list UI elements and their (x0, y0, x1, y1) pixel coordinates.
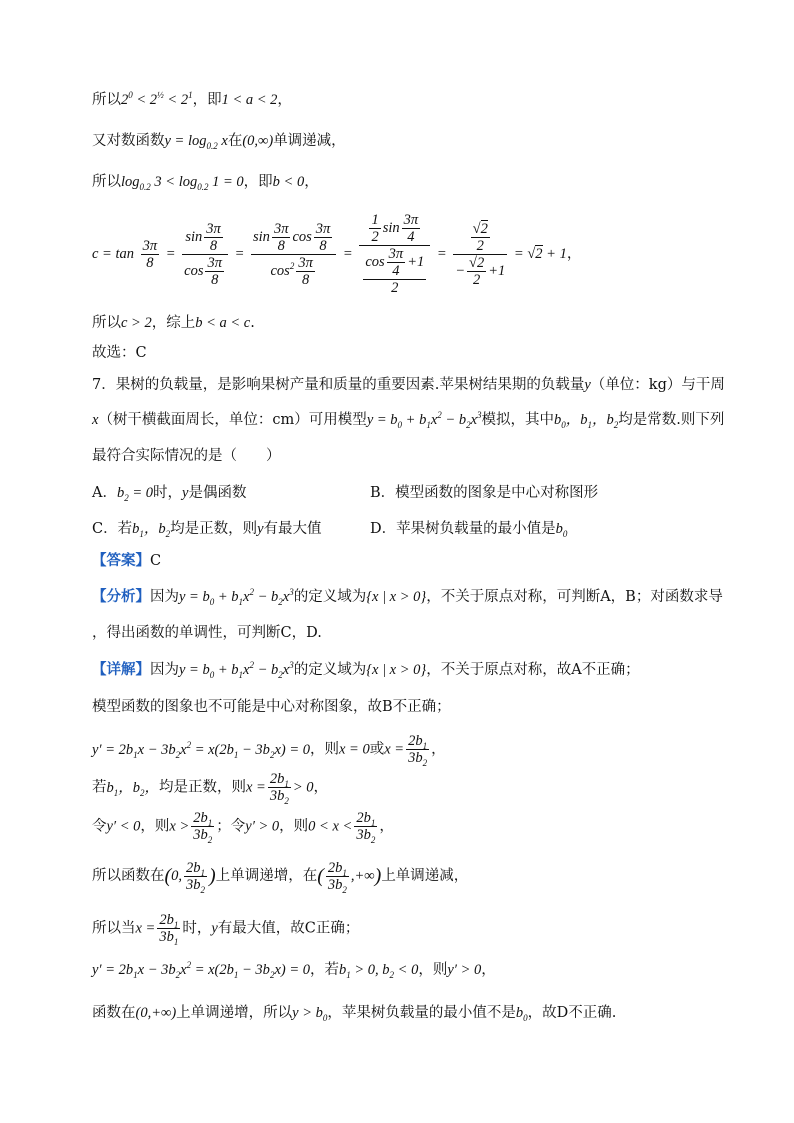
line-3: 所以$\log_{0.2} 3 < \log_{0.2} 1 = 0$，即b < 0， (92, 174, 319, 192)
detail-line-3: $y' = 2b_1x - 3b_2x^2 = x(2b_1 - 3b_2x) = 0$，则x = 0或x = $\frac{2b_1}{3b_2}$ ， (92, 733, 446, 768)
detail-line-5: 令y′ < 0，则x > $\frac{2b_1}{3b_2}$ ；令y′ > 0，则0 < x < $\frac{2b_1}{3b_2}$ ， (92, 810, 394, 845)
detail-line-7: 所以当x = $\frac{2b_1}{3b_1}$ 时，y有最大值，故C正确； (92, 912, 360, 947)
question-7-line-3: 最符合实际情况的是（ ） (92, 448, 281, 464)
analysis-line-1: 【分析】因为$y = b_0 + b_1x^2 - b_2x^3$的定义域为{x | x > 0}，不关于原点对称，可判断A，B；对函数求导 (92, 587, 723, 607)
option-c[interactable]: C．若$b_1$，$b_2$均是正数，则y有最大值 (92, 521, 322, 539)
line-5: 所以c > 2，综上b < a < c. (92, 315, 255, 331)
detail-line-2: 模型函数的图象也不可能是中心对称图象，故B不正确； (92, 699, 451, 715)
option-row-cd (92, 519, 568, 539)
detail-line-9: 函数在(0,+∞)上单调递增，所以$y > b_0$，苹果树负载量的最小值不是$b_0$，故D不正确. (92, 1005, 617, 1023)
question-7-line-2: x（树干横截面周长，单位：cm）可用模型$y = b_0 + b_1x^2 - b_2x^3$模拟，其中$b_0$，$b_1$，$b_2$均是常数.则下列 (92, 410, 725, 430)
option-a[interactable]: A．$b_2 = 0$时，y是偶函数 (92, 485, 247, 503)
question-7-line-1: 7．果树的负载量，是影响果树产量和质量的重要因素.苹果树结果期的负载量y（单位：kg）与干周 (92, 377, 725, 393)
analysis-tag: 【分析】 (92, 588, 150, 605)
detail-line-8: $y' = 2b_1x - 3b_2x^2 = x(2b_1 - 3b_2x) = 0$，若$b_1 > 0$, $b_2 < 0$，则y′ > 0， (92, 960, 496, 980)
line-2: 又对数函数$y = \log_{0.2} x$在(0,∞)单调递减， (92, 133, 346, 151)
option-d[interactable]: D．苹果树负载量的最小值是$b_0$ (370, 521, 568, 539)
answer-tag: 【答案】 (92, 552, 150, 569)
answer-line: 【答案】C (92, 552, 162, 569)
line-6: 故选：C (92, 345, 147, 361)
detail-line-6: 所以函数在(0, $\frac{2b_1}{3b_2}$ )上单调递增，在( $\frac{2b_1}{3b_2}$ ,+∞)上单调递减， (92, 860, 469, 895)
detail-line-4: 若$b_1$，$b_2$，均是正数，则x = $\frac{2b_1}{3b_2}$ > 0， (92, 771, 329, 806)
analysis-line-2: ，得出函数的单调性，可判断C，D. (92, 625, 322, 641)
line-1: 所以$2^0 < 2^{\frac{1}{2}} < 2^1$，即1 < a < 2， (92, 90, 292, 108)
equation-tan: c = tan $\frac{3\pi}{8}$ = sin $\frac{3\pi}{8}$ cos $\frac{3\pi}{8}$ = sin $\frac{3\pi}{8}$ cos $\frac{3\pi}{8}$ $\cos^2$ $\frac{3\pi}{8}$ = $\frac{1}{2}$ sin $\frac{3\pi}{4}$ cos $\frac{3\pi}{4}$ +1 2 = $\frac{√2}{2}$ − $\frac{√2}{2}$ +1 = √2 + 1， (92, 212, 582, 296)
detail-line-1: 【详解】因为$y = b_0 + b_1x^2 - b_2x^3$的定义域为{x | x > 0}，不关于原点对称，故A不正确； (92, 660, 640, 680)
option-b[interactable]: B．模型函数的图象是中心对称图形 (370, 485, 599, 501)
option-row-ab (92, 483, 599, 503)
detail-tag: 【详解】 (92, 661, 150, 678)
